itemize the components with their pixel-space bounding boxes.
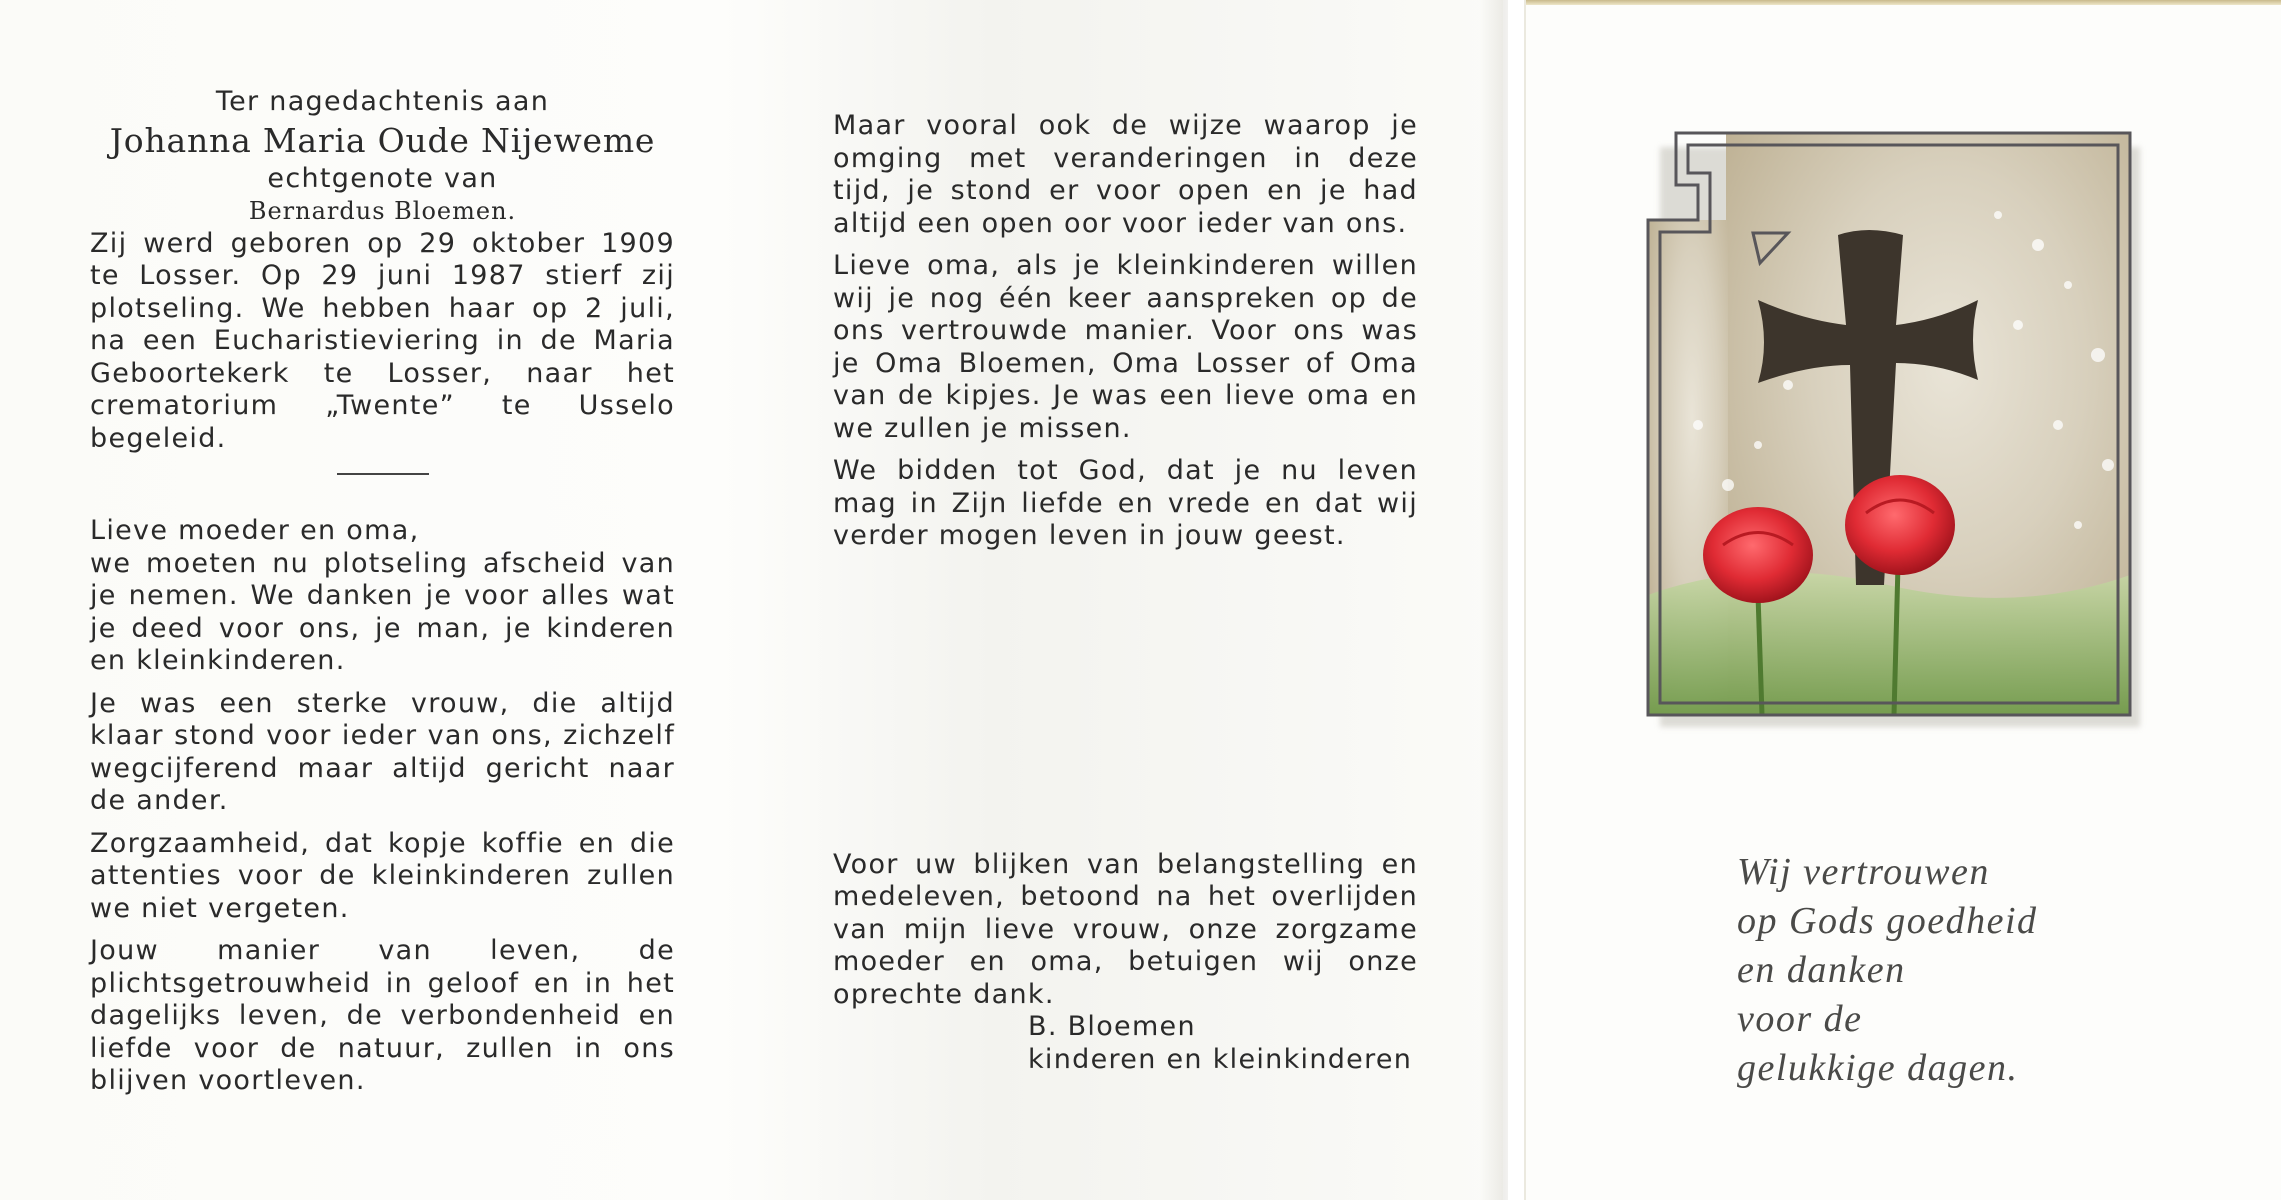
motto-line-2: op Gods goedheid [1737,900,2038,942]
signature-name: B. Bloemen [1028,1011,1196,1042]
deceased-name: Johanna Maria Oude Nijeweme [109,120,656,160]
rose-icon [1845,475,1955,575]
cover-picture [1638,125,2148,740]
middle-column [833,110,1418,1076]
motto-line-5: gelukkige dagen. [1737,1047,2019,1089]
birth-death-paragraph: Zij werd geboren op 29 oktober 1909 te Losser. Op 29 juni 1987 stierf zij plotseling. We hebben haar op 2 juli, na een Eucharistieviering in de Maria Geboortekerk te Losser, naar het crematorium „Twente” te Usselo begeleid. [90,227,675,454]
middle-paragraph-3: We bidden tot God, dat je nu leven mag in Zijn liefde en vrede en dat wij verder mogen leven in jouw geest. [833,455,1418,551]
spouse-name: Bernardus Bloemen. [248,197,517,225]
greeting-line: Lieve moeder en oma, [90,515,420,546]
middle-paragraph-2: Lieve oma, als je kleinkinderen willen wij je nog één keer aanspreken op de ons vertrouwde manier. Voor ons was je Oma Bloemen, Oma Losser of Oma van de kipjes. Je was een lieve oma en we zullen je missen. [833,250,1418,444]
motto-line-3: en danken [1737,949,1906,991]
motto-line-1: Wij vertrouwen [1737,851,1990,893]
signature-family: kinderen en kleinkinderen [1028,1043,1413,1075]
intro-line: Ter nagedachtenis aan [215,86,550,117]
middle-paragraph-1: Maar vooral ook de wijze waarop je omging met veranderingen in deze tijd, je stond er voor open en je had altijd een open oor voor ieder van ons. [833,110,1418,239]
relation-line: echtgenote van [267,162,498,194]
left-paragraph-3: Zorgzaamheid, dat kopje koffie en die attenties voor de kleinkinderen zullen we niet vergeten. [90,827,675,924]
left-column [90,86,675,1098]
thanks-paragraph: Voor uw blijken van belangstelling en medeleven, betoond na het overlijden van mijn lieve vrouw, onze zorgzame moeder en oma, betuigen wij onze oprechte dank. [833,848,1418,1010]
left-paragraph-1: we moeten nu plotseling afscheid van je nemen. We danken je voor alles wat je deed voor ons, je man, je kinderen en kleinkinderen. [90,547,675,676]
card-gap [1508,0,1524,1200]
left-paragraph-2: Je was een sterke vrouw, die altijd klaar stond voor ieder van ons, zichzelf wegcijferend maar altijd gericht naar de ander. [90,687,675,816]
motto-line-4: voor de [1737,998,1863,1040]
column-spacer [833,553,1418,849]
rose-icon [1703,507,1813,603]
cover-top-edge [1526,0,2281,5]
cover-motto [1737,848,2217,1093]
left-paragraph-4: Jouw manier van leven, de plichtsgetrouwheid in geloof en in het dagelijks leven, de verbondenheid en liefde voor de natuur, zullen in ons blijven voortleven. [90,935,675,1096]
divider-rule [337,473,429,475]
cross-roses-illustration [1638,125,2148,740]
